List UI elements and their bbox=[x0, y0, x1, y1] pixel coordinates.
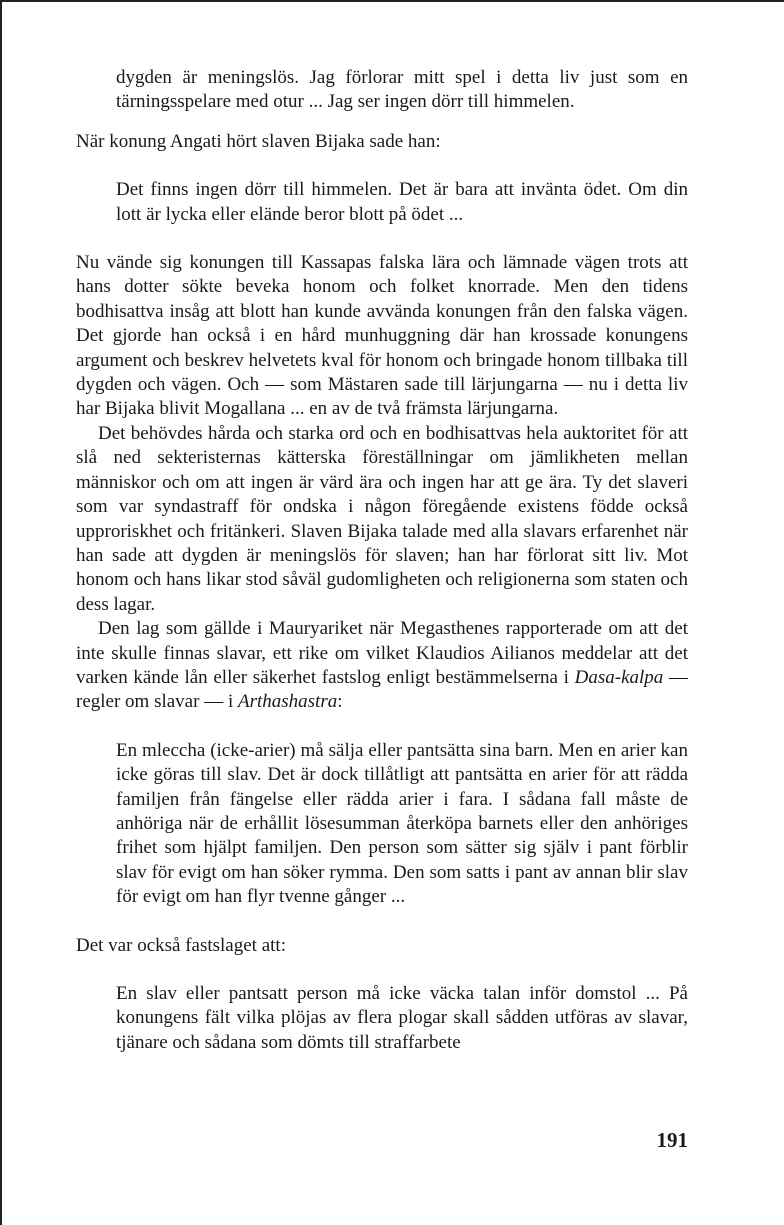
paragraph-text: Den lag som gällde i Mauryariket när Megasthenes rapporterade om att det inte skulle finnas slavar, ett rike om vilket Klaudios Ailianos meddelar att det varken kände lån eller säkerhet fastslog enligt bestämmelserna i bbox=[76, 618, 688, 688]
paragraph-fastslaget: Det var också fastslaget att: bbox=[76, 934, 286, 956]
paragraph-intro-angati: När konung Angati hört slaven Bijaka sade han: bbox=[76, 130, 441, 152]
scan-edge-left bbox=[0, 0, 2, 1225]
paragraph-bodhisattva: Det behövdes hårda och starka ord och en bodhisattvas hela auktoritet för att slå ned sekteristernas kätterska föreställningar om jämlikheten mellan människor och om att ingen är värd ära och ingen har att ge ära. Ty det slaveri som var syndastraff för ondska i någon föregående existens födde också upproriskhet och fritänkeri. Slaven Bijaka talade med alla slavars erfarenhet när han sade att dygden är meningslös för slaven; han har förlorat sitt liv. Mot honom och hans likar stod såväl gudomligheten och religionerna som staten och dess lagar. bbox=[76, 422, 688, 615]
title-arthashastra: Arthashastra bbox=[237, 691, 338, 713]
quote-slav: En slav eller pantsatt person må icke väcka talan inför domstol ... På konungens fält vilka plöjas av flera plogar skall sådden utföras av slavar, tjänare och sådana som dömts till straffarbete bbox=[116, 983, 688, 1053]
paragraph-kassapa: Nu vände sig konungen till Kassapas falska lära och lämnade vägen trots att hans dotter sökte beveka honom och folket knorrade. Men den tidens bodhisattva insåg att blott han kunde avvända konungen från den falska vägen. Det gjorde han också i en hård munhuggning där han krossade konungens argument och beskrev helvetets kval för honom och bringade honom tillbaka till dygden och vägen. Och — som Mästaren sade till lärjungarna — nu i detta liv har Bijaka blivit Mogallana ... en av de två främsta lärjungarna. bbox=[76, 252, 688, 420]
quote-angati: Det finns ingen dörr till himmelen. Det är bara att invänta ödet. Om din lott är lycka eller elände beror blott på ödet ... bbox=[116, 179, 688, 225]
paragraph-text: — regler om slavar — i bbox=[76, 666, 689, 713]
quote-mleccha: En mleccha (icke-arier) må sälja eller pantsätta sina barn. Men en arier kan icke göras till slav. Det är dock tillåtligt att pantsätta en arier för att rädda familjen från fängelse eller rädda arier i fara. I sådana fall måste de anhöriga när de erhållit lösesumman återköpa barnets eller den anhöriges frihet som hjälpt familjen. Den person som sätter sig själv i pant förblir slav för evigt om han söker rymma. Den som satts i pant av annan blir slav för evigt om han flyr tvenne gånger ... bbox=[116, 739, 688, 908]
scan-edge-top bbox=[0, 0, 784, 2]
quote-continuation: dygden är meningslös. Jag förlorar mitt spel i detta liv just som en tärningsspelare med otur ... Jag ser ingen dörr till himmelen. bbox=[116, 67, 688, 113]
paragraph-mauryariket bbox=[76, 617, 688, 715]
title-dasa-kalpa: Dasa-kalpa bbox=[574, 666, 664, 688]
paragraph-text: : bbox=[337, 691, 343, 713]
page-number: 191 bbox=[656, 1128, 688, 1152]
page-body bbox=[76, 66, 688, 1055]
